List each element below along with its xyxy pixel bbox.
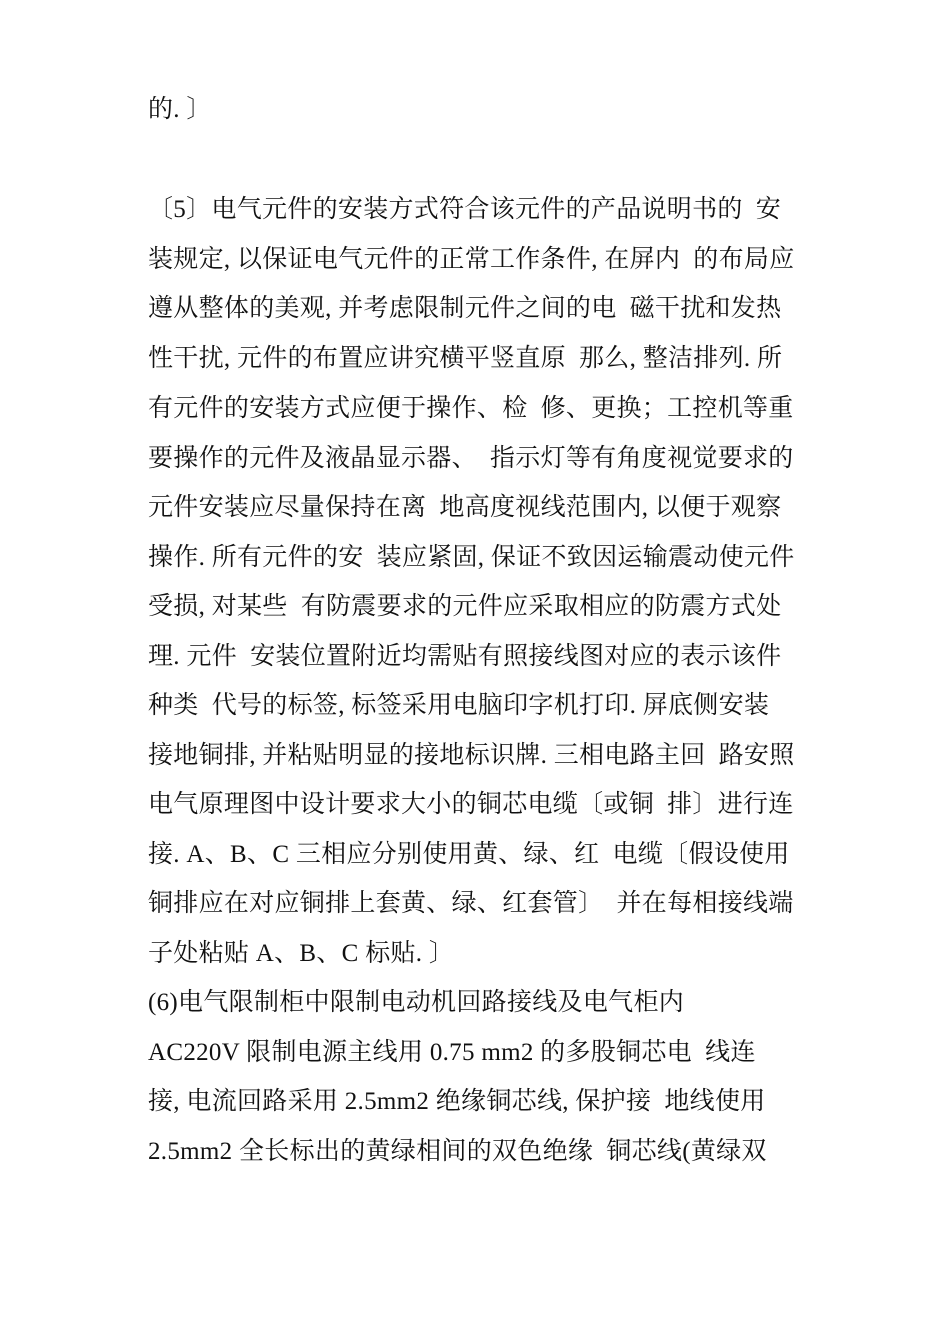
text-line: 性干扰, 元件的布置应讲究横平竖直原 那么, 整洁排列. 所 xyxy=(148,345,783,372)
text-line: 装规定, 以保证电气元件的正常工作条件, 在屏内 的布局应 xyxy=(148,246,795,273)
text-line: 接. A、B、C 三相应分别使用黄、绿、红 电缆〔假设使用 xyxy=(148,841,790,868)
text-line: 2.5mm2 全长标出的黄绿相间的双色绝缘 铜芯线(黄绿双 xyxy=(148,1138,767,1165)
text-line: 遵从整体的美观, 并考虑限制元件之间的电 磁干扰和发热 xyxy=(148,295,782,322)
text-line: 子处粘贴 A、B、C 标贴. 〕 xyxy=(148,940,455,967)
text-line: 操作. 所有元件的安 装应紧固, 保证不致因运输震动使元件 xyxy=(148,544,795,571)
text-line: (6)电气限制柜中限制电动机回路接线及电气柜内 xyxy=(148,989,685,1016)
text-line: 种类 代号的标签, 标签采用电脑印字机打印. 屏底侧安装 xyxy=(148,692,770,719)
text-line: 元件安装应尽量保持在离 地高度视线范围内, 以便于观察 xyxy=(148,494,782,521)
text-line: 接地铜排, 并粘贴明显的接地标识牌. 三相电路主回 路安照 xyxy=(148,742,795,769)
text-line: 要操作的元件及液晶显示器、 指示灯等有角度视觉要求的 xyxy=(148,445,794,472)
text-line: 受损, 对某些 有防震要求的元件应采取相应的防震方式处 xyxy=(148,593,782,620)
text-line: 接, 电流回路采用 2.5mm2 绝缘铜芯线, 保护接 地线使用 xyxy=(148,1088,766,1115)
text-line: 电气原理图中设计要求大小的铜芯电缆〔或铜 排〕进行连 xyxy=(148,791,794,818)
text-line: 有元件的安装方式应便于操作、检 修、更换；工控机等重 xyxy=(148,395,794,422)
text-line: AC220V 限制电源主线用 0.75 mm2 的多股铜芯电 线连 xyxy=(148,1039,756,1066)
text-line: 的. 〕 xyxy=(148,96,212,123)
text-line: 〔5〕电气元件的安装方式符合该元件的产品说明书的 安 xyxy=(148,196,782,223)
text-line: 铜排应在对应铜排上套黄、绿、红套管〕 并在每相接线端 xyxy=(148,890,794,917)
text-line: 理. 元件 安装位置附近均需贴有照接线图对应的表示该件 xyxy=(148,643,782,670)
